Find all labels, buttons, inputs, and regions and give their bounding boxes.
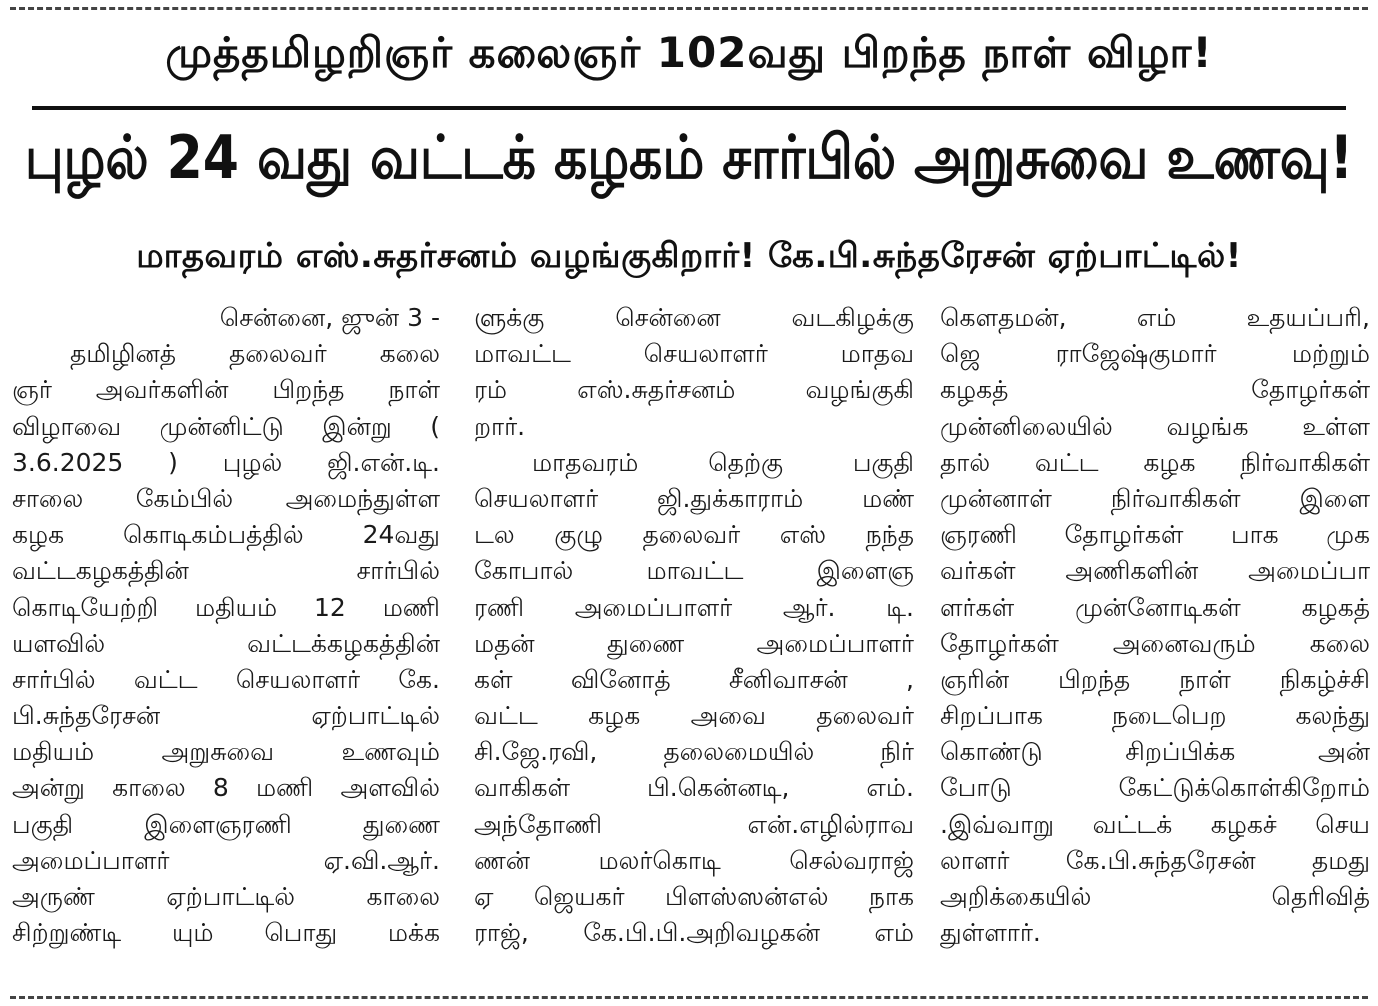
article-column-1 [12, 300, 440, 951]
article-line: சிறப்பாக நடைபெற கலந்து [940, 701, 1370, 731]
article-line: ஞரணி தோழர்கள் பாக முக [940, 520, 1370, 550]
article-line: ளர்கள் முன்னோடிகள் கழகத் [940, 592, 1370, 622]
article-line: ரணி அமைப்பாளர் ஆர். டி. [474, 592, 914, 622]
article-line: கொண்டு சிறப்பிக்க அன் [940, 737, 1370, 767]
article-line: கள் வினோத் சீனிவாசன் , [474, 664, 914, 694]
article-line: ளுக்கு சென்னை வடகிழக்கு [474, 303, 914, 332]
top-dashed-border [10, 7, 1368, 10]
article-line: றார். [474, 411, 526, 441]
article-line: கோபால் மாவட்ட இளைஞ [474, 556, 914, 586]
article-line: டல குழு தலைவர் எஸ் நந்த [474, 520, 914, 550]
article-line: அன்று காலை 8 மணி அளவில் [12, 773, 440, 803]
article-line: யளவில் வட்டக்கழகத்தின் [12, 628, 440, 658]
article-line: விழாவை முன்னிட்டு இன்று ( [12, 411, 440, 441]
article-line: வட்டகழகத்தின் சார்பில் [12, 556, 440, 586]
article-line: தமிழினத் தலைவர் கலை [70, 339, 440, 369]
article-line: லாளர் கே.பி.சுந்தரேசன் தமது [940, 845, 1370, 875]
dateline: சென்னை, ஜுன் 3 - [219, 303, 440, 332]
article-line: சார்பில் வட்ட செயலாளர் கே. [12, 664, 440, 694]
article-line: பி.சுந்தரேசன் ஏற்பாட்டில் [12, 701, 440, 731]
article-line: 3.6.2025 ) புழல் ஜி.என்.டி. [12, 447, 440, 477]
kicker-headline: முத்தமிழறிஞர் கலைஞர் 102வது பிறந்த நாள் விழா! [165, 28, 1213, 77]
article-line: அந்தோணி என்.எழில்ராவ [474, 809, 914, 839]
article-line: செயலாளர் ஜி.துக்காராம் மண் [474, 483, 914, 513]
article-line: மதியம் அறுசுவை உணவும் [12, 737, 440, 767]
article-line: ராஜ், கே.பி.பி.அறிவழகன் எம் [474, 918, 914, 948]
article-column-3 [940, 300, 1370, 951]
article-line: அமைப்பாளர் ஏ.வி.ஆர். [12, 845, 440, 875]
article-line: வர்கள் அணிகளின் அமைப்பா [940, 556, 1370, 586]
article-line: கழகத் தோழர்கள் [940, 375, 1370, 405]
article-line: ஞர் அவர்களின் பிறந்த நாள் [12, 375, 440, 405]
article-line: கொடியேற்றி மதியம் 12 மணி [12, 592, 440, 622]
article-line: வாகிகள் பி.கென்னடி, எம். [474, 773, 914, 803]
article-line: கௌதமன், எம் உதயப்பரி, [940, 303, 1370, 332]
bottom-dashed-border [10, 996, 1368, 999]
article-line: தோழர்கள் அனைவரும் கலை [940, 628, 1370, 658]
article-line: தால் வட்ட கழக நிர்வாகிகள் [940, 447, 1370, 477]
article-line: ஜெ ராஜேஷ்குமார் மற்றும் [940, 339, 1370, 369]
article-line: ஏ ஜெயகர் பிளஸ்ஸன்எல் நாக [474, 882, 914, 911]
article-line: கழக கொடிகம்பத்தில் 24வது [12, 520, 440, 550]
main-headline: புழல் 24 வது வட்டக் கழகம் சார்பில் அறுசுவை உணவு! [24, 124, 1354, 193]
article-line: துள்ளார். [940, 918, 1041, 948]
article-line: அருண் ஏற்பாட்டில் காலை [12, 882, 440, 911]
article-line: மாதவரம் தெற்கு பகுதி [532, 447, 914, 477]
article-line: சாலை கேம்பில் அமைந்துள்ள [12, 483, 440, 513]
article-line: வட்ட கழக அவை தலைவர் [474, 701, 914, 731]
article-line: பகுதி இளைஞரணி துணை [12, 809, 440, 839]
article-column-2 [474, 300, 914, 951]
article-line: போடு கேட்டுக்கொள்கிறோம் [940, 773, 1370, 803]
article-line: அறிக்கையில் தெரிவித் [940, 882, 1370, 911]
article-line: ஞரின் பிறந்த நாள் நிகழ்ச்சி [940, 664, 1370, 694]
deck-headline: மாதவரம் எஸ்.சுதர்சனம் வழங்குகிறார்! கே.பி.சுந்தரேசன் ஏற்பாட்டில்! [136, 236, 1242, 276]
article-line: முன்னாள் நிர்வாகிகள் இளை [940, 483, 1370, 513]
article-line: மதன் துணை அமைப்பாளர் [474, 628, 914, 658]
article-line: .இவ்வாறு வட்டக் கழகச் செய [940, 809, 1370, 839]
article-line: ரம் எஸ்.சுதர்சனம் வழங்குகி [474, 375, 914, 405]
headline-rule [32, 106, 1346, 110]
article-line: முன்னிலையில் வழங்க உள்ள [940, 411, 1370, 441]
article-line: சிற்றுண்டி யும் பொது மக்க [12, 918, 440, 948]
article-line: சி.ஜே.ரவி, தலைமையில் நிர் [474, 737, 914, 767]
article-line: ணன் மலர்கொடி செல்வராஜ் [474, 845, 914, 875]
article-line: மாவட்ட செயலாளர் மாதவ [474, 339, 914, 369]
